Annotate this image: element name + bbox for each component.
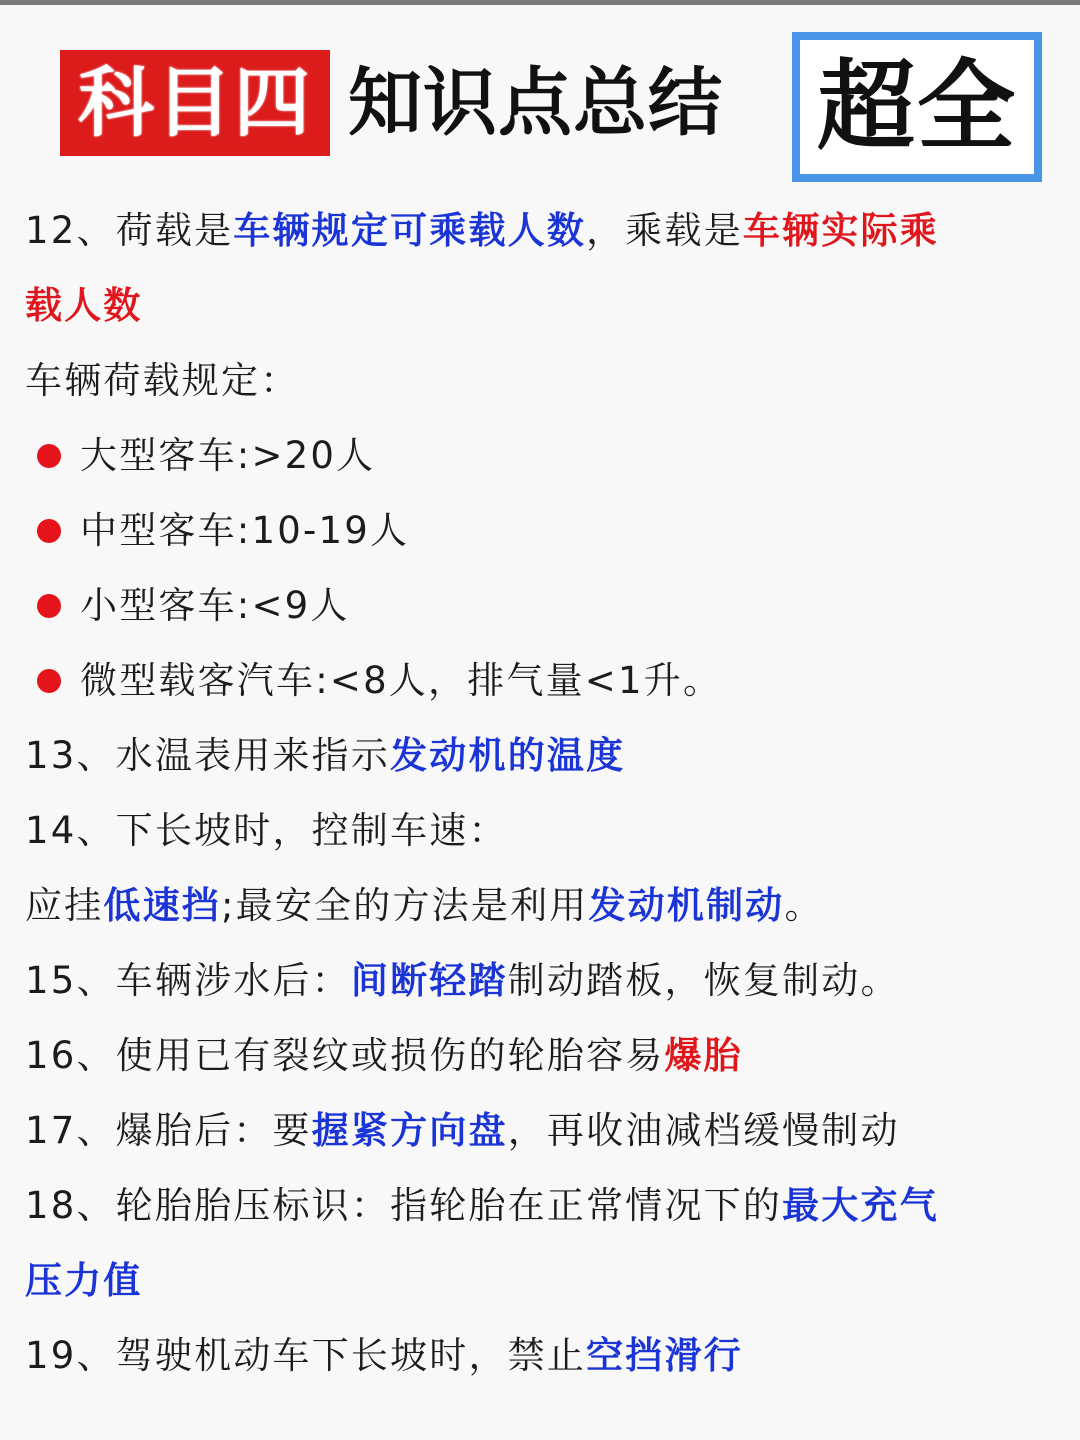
note-highlight: 发动机制动 (588, 884, 785, 927)
bullet-dot-icon (37, 519, 61, 543)
note-text: 16、使用已有裂纹或损伤的轮胎容易 (25, 1034, 665, 1077)
bullet-dot-icon (37, 594, 61, 618)
note-17 (0, 1093, 1080, 1168)
note-highlight: 低速挡 (103, 884, 222, 927)
note-text: ;最安全的方法是利用 (221, 884, 589, 927)
rules-heading-text: 车辆荷载规定： (25, 359, 300, 402)
note-highlight: 发动机的温度 (390, 734, 626, 777)
note-12-line-2 (0, 268, 1080, 343)
note-16 (0, 1018, 1080, 1093)
note-text: 18、轮胎胎压标识：指轮胎在正常情况下的 (25, 1184, 783, 1227)
note-19 (0, 1318, 1080, 1393)
notes-content (0, 193, 1080, 1393)
note-12-line-1 (0, 193, 1080, 268)
note-highlight: 载人数 (25, 284, 143, 327)
bullet-item (0, 418, 1080, 493)
bullet-item (0, 643, 1080, 718)
bullet-item (0, 493, 1080, 568)
rules-heading (0, 343, 1080, 418)
bullet-dot-icon (37, 444, 61, 468)
note-text: 应挂 (25, 884, 104, 927)
note-text: 19、驾驶机动车下长坡时，禁止 (25, 1334, 587, 1377)
note-text: 制动踏板，恢复制动。 (507, 959, 900, 1002)
note-text: 。 (784, 884, 824, 927)
bullet-text: 大型客车:>20人 (80, 434, 376, 477)
note-highlight: 最大充气 (782, 1184, 939, 1227)
note-text: 15、车辆涉水后： (25, 959, 351, 1002)
note-highlight: 车辆实际乘 (742, 209, 939, 252)
note-18-line-1 (0, 1168, 1080, 1243)
note-text: ，再收油减档缓慢制动 (507, 1109, 900, 1152)
note-highlight: 空挡滑行 (586, 1334, 743, 1377)
note-highlight: 压力值 (25, 1259, 143, 1302)
note-14-line-1 (0, 793, 1080, 868)
note-highlight: 间断轻踏 (350, 959, 508, 1002)
bullet-text: 中型客车:10-19人 (80, 509, 410, 552)
note-text: 13、水温表用来指示 (25, 734, 391, 777)
page-title: 知识点总结 (348, 60, 723, 146)
note-text: 14、下长坡时，控制车速： (25, 809, 508, 852)
note-text: 12、荷载是 (25, 209, 234, 252)
note-18-line-2 (0, 1243, 1080, 1318)
note-highlight: 握紧方向盘 (311, 1109, 508, 1152)
bullet-text: 小型客车:<9人 (80, 584, 350, 627)
highlight-tag: 超全 (792, 32, 1042, 182)
bullet-item (0, 568, 1080, 643)
bullet-dot-icon (37, 669, 61, 693)
note-text: 17、爆胎后：要 (25, 1109, 312, 1152)
note-15 (0, 943, 1080, 1018)
note-text: ，乘载是 (586, 209, 743, 252)
bullet-text: 微型载客汽车:<8人，排气量<1升。 (80, 659, 723, 702)
note-14-line-2 (0, 868, 1080, 943)
subject-badge: 科目四 (60, 50, 330, 156)
header (0, 0, 1080, 200)
note-13 (0, 718, 1080, 793)
note-highlight: 车辆规定可乘载人数 (233, 209, 587, 252)
note-highlight: 爆胎 (664, 1034, 743, 1077)
